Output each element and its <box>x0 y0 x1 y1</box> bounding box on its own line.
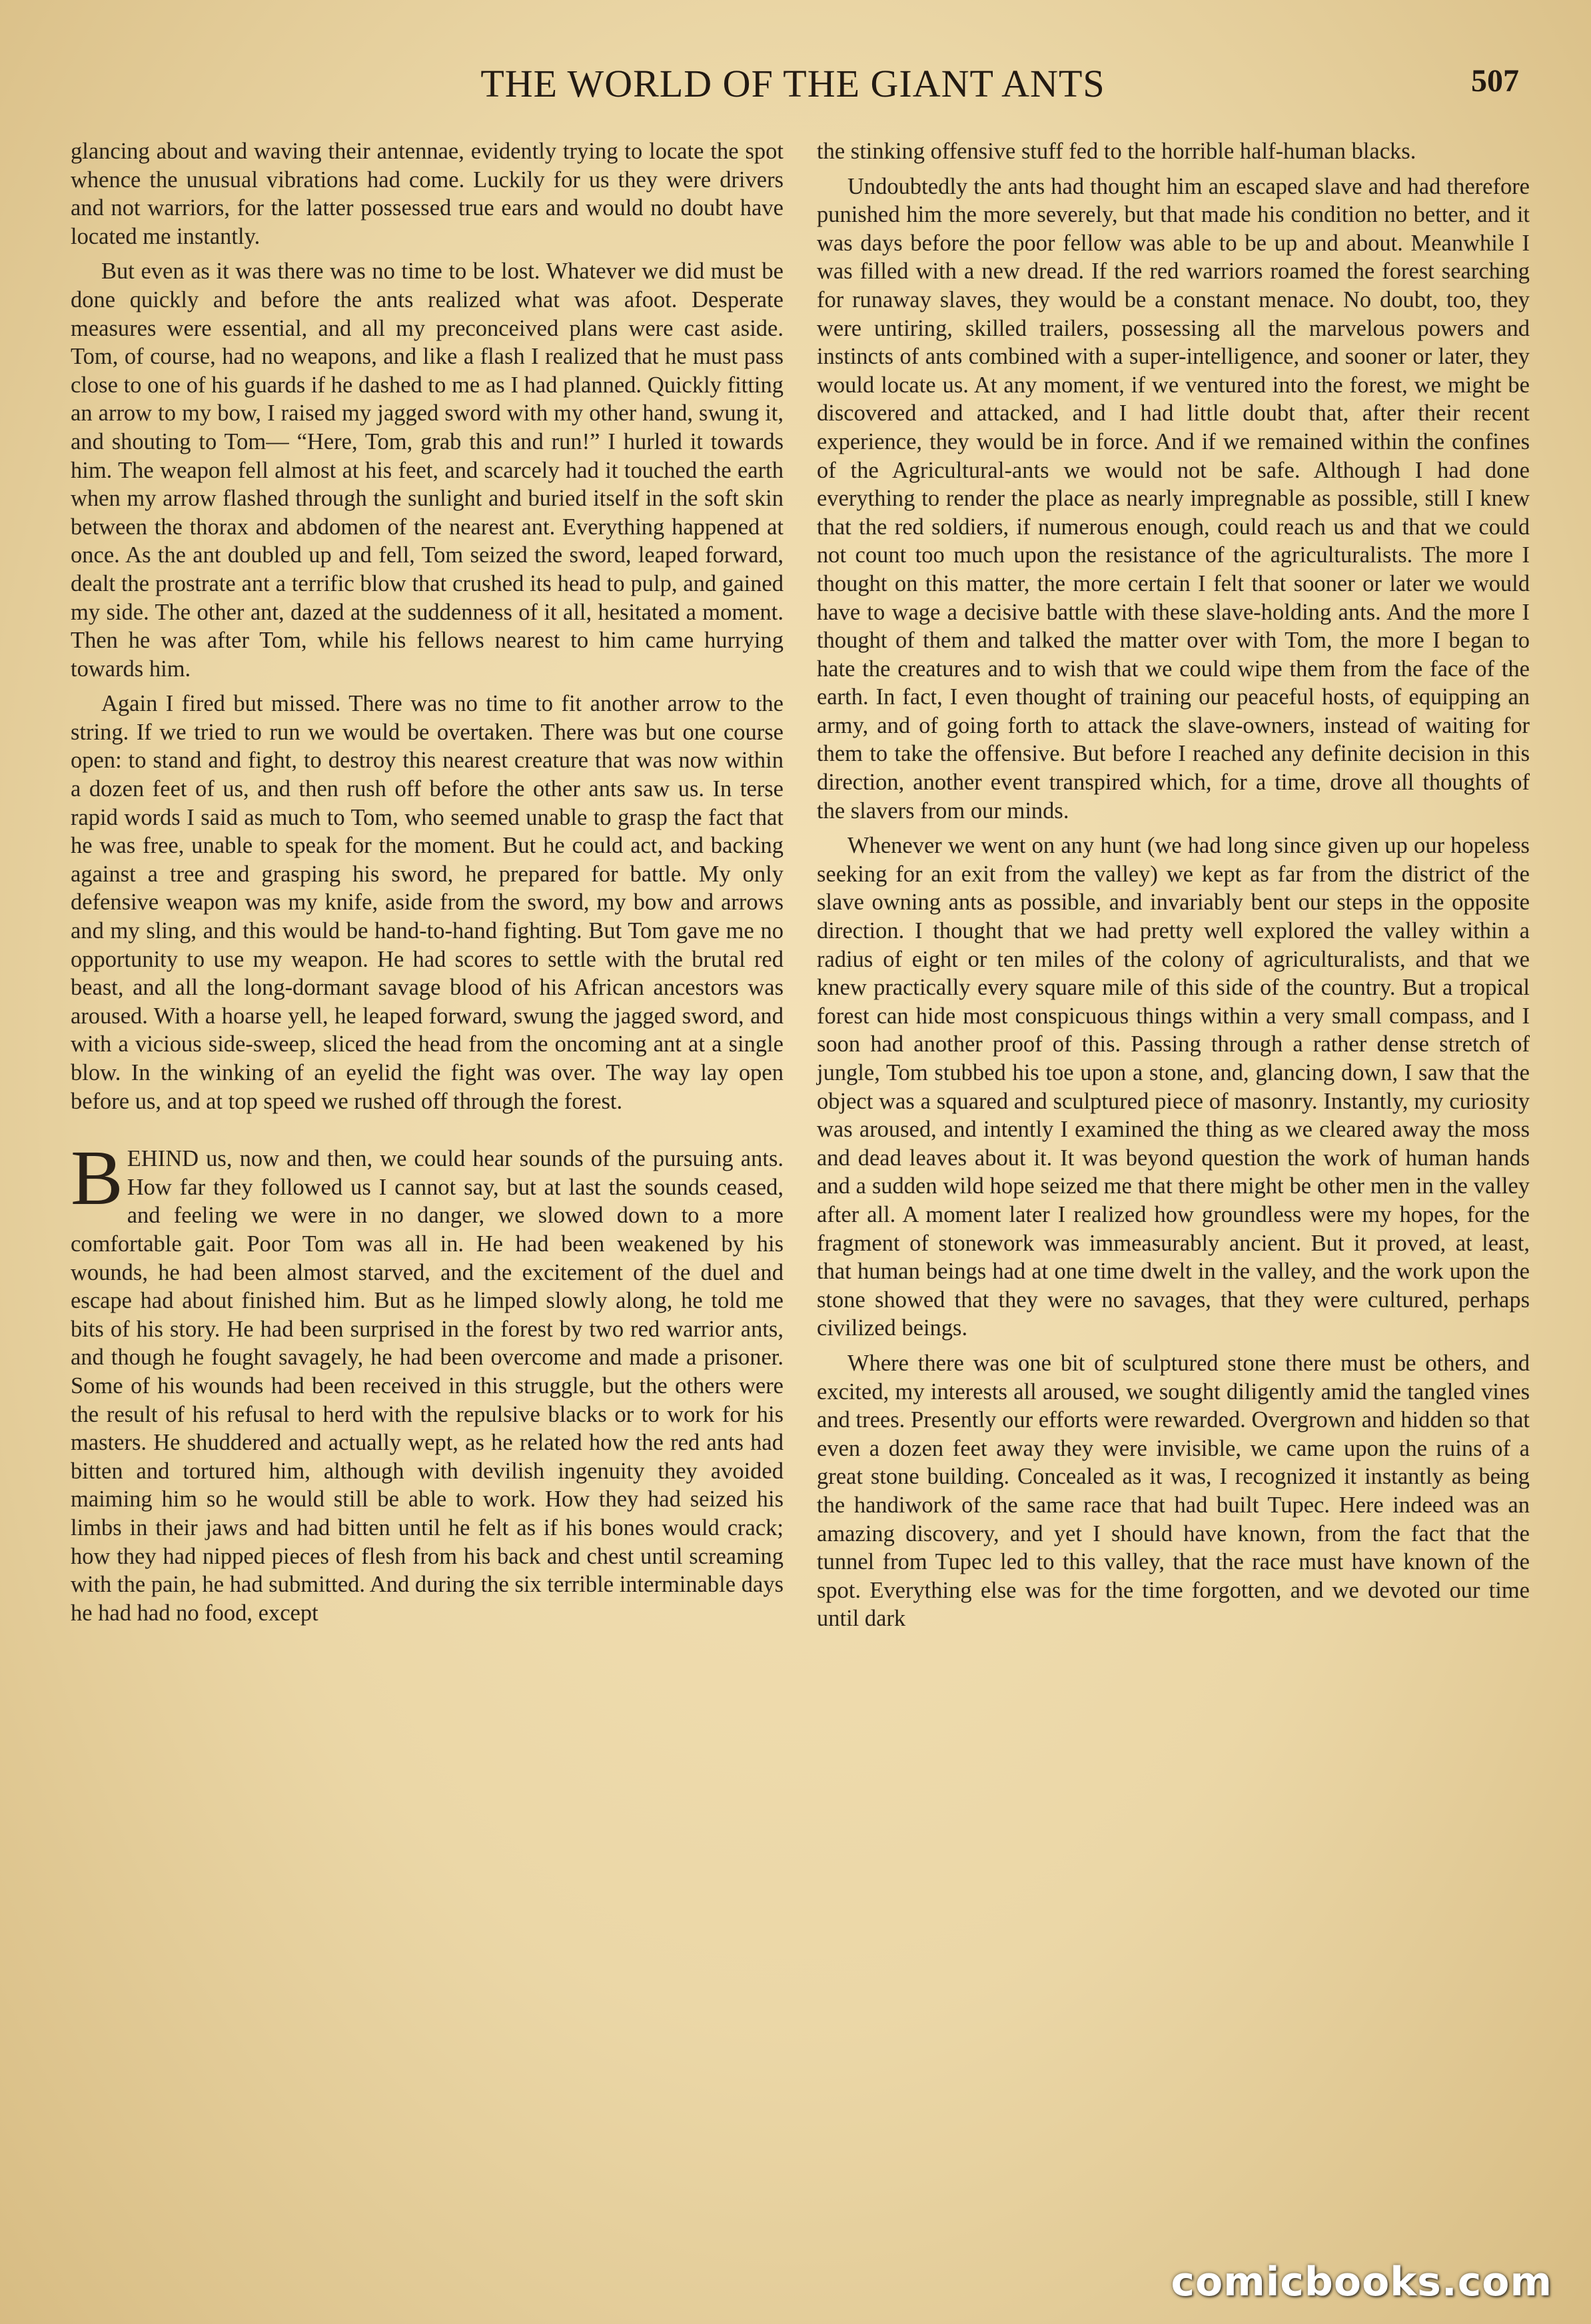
left-column <box>71 137 784 1634</box>
page-number: 507 <box>1471 63 1519 99</box>
page-header <box>67 61 1519 121</box>
paragraph: the stinking offensive stuff fed to the horrible half-human blacks. <box>817 139 1416 164</box>
paragraph: But even as it was there was no time to be lost. Whatever we did must be done quickly and before the ants realized what was afoot. Desperate measures were essential, and all my preconceived plans were cast aside. Tom, of course, had no weapons, and like a flash I realized that he must pass close to one of his guards if he dashed to me as I had planned. Quickly fitting an arrow to my bow, I raised my jagged sword with my other hand, swung it, and shouting to Tom— “Here, Tom, grab this and run!” I hurled it towards him. The weapon fell almost at his feet, and scarcely had it touched the earth when my arrow flashed through the sunlight and buried itself in the soft skin between the thorax and abdomen of the nearest ant. Everything happened at once. As the ant doubled up and fell, Tom seized the sword, leaped forward, dealt the prostrate ant a terrific blow that crushed its head to pulp, and gained my side. The other ant, dazed at the suddenness of it all, hesitated a moment. Then he was after Tom, while his fellows nearest to him came hurrying towards him. <box>71 259 784 682</box>
paragraph: Undoubtedly the ants had thought him an escaped slave and had therefore punished him the more severely, but that made his condition no better, and it was days before the poor fellow was able to be up and about. Meanwhile I was filled with a new dread. If the red warriors roamed the forest searching for runaway slaves, they would be a constant menace. No doubt, too, they were untiring, skilled trailers, possessing all the marvelous powers and instincts of ants combined with a super-intelligence, and sooner or later, they would locate us. At any moment, if we ventured into the forest, we might be discovered and attacked, and I had little doubt that, after their recent experience, they would be in force. And if we remained within the confines of the Agricultural-ants we would not be safe. Although I had done everything to render the place as nearly impregnable as possible, still I knew that the red soldiers, if numerous enough, could reach us and that we could not count too much upon the resistance of the agriculturalists. The more I thought on this matter, the more certain I felt that sooner or later we would have to wage a decisive battle with these slave-holding ants. And the more I thought of them and talked the matter over with Tom, the more I began to hate the creatures and to wish that we could wipe them from the face of the earth. In fact, I even thought of training our peaceful hosts, of equipping an army, and of going forth to attack the slave-owners, instead of waiting for them to take the offensive. But before I reached any definite decision in this direction, another event transpired which, for a time, drove all thoughts of the slavers from our minds. <box>817 173 1530 824</box>
site-watermark: comicbooks.com <box>1171 2259 1552 2305</box>
paragraph-text: EHIND us, now and then, we could hear sounds of the pursuing ants. How far they followed us I cannot say, but at last the sounds ceased, and feeling we were in no danger, we slowed down to a more comfortable gait. Poor Tom was all in. He had been weakened by his wounds, he had been almost starved, and the excitement of the duel and escape had about finished him. But as he limped slowly along, he told me bits of his story. He had been surprised in the forest by two red warrior ants, and though he fought savagely, he had been overcome and made a prisoner. Some of his wounds had been received in this struggle, but the others were the result of his refusal to herd with the repulsive blacks or to work for his masters. He shuddered and actually wept, as he related how the red ants had bitten and tortured him, although with devilish ingenuity they avoided maiming him so he would still be able to work. How they had seized his limbs in their jaws and had bitten until he felt as if his bones would crack; how they had nipped pieces of flesh from his back and chest until screaming with the pain, he had submitted. And during the six terrible interminable days he had had no food, except <box>71 1146 784 1626</box>
paragraph: glancing about and waving their antennae, evidently trying to locate the spot whence the unusual vibrations had come. Luckily for us they were drivers and not warriors, for the latter possessed true ears and would no doubt have located me instantly. <box>71 139 784 249</box>
paragraph: Whenever we went on any hunt (we had long since given up our hopeless seeking for an exit from the valley) we kept as far from the district of the slave owning ants as possible, and invariably bent our steps in the opposite direction. I thought that we had pretty well explored the valley within a radius of eight or ten miles of the colony of agriculturalists, and that we knew practically every square mile of this side of the country. But a tropical forest can hide most conspicuous things within a very small compass, and I soon had another proof of this. Passing through a rather dense stretch of jungle, Tom stubbed his toe upon a stone, and, glancing down, I saw that the object was a squared and sculptured piece of masonry. Instantly, my curiosity was aroused, and intently I examined the thing as we cleared away the moss and dead leaves about it. It was beyond question the work of human hands and a sudden wild hope seized me that there might be other men in the valley after all. A moment later I realized how groundless were my hopes, for the fragment of stonework was immeasurably ancient. But it proved, at least, that human beings had at one time dwelt in the valley, and the work upon the stone showed that they were no savages, that they were cultured, perhaps civilized beings. <box>817 833 1530 1341</box>
paragraph: Where there was one bit of sculptured stone there must be others, and excited, my interests all aroused, we sought diligently amid the tangled vines and trees. Presently our efforts were rewarded. Overgrown and hidden so that even a dozen feet away they were invisible, we came upon the ruins of a great stone building. Concealed as it was, I recognized it instantly as being the handiwork of the same race that had built Tupec. Here indeed was an amazing discovery, and yet I should have known, from the fact that the tunnel from Tupec led to this valley, that the race must have known of the spot. Everything else was for the time forgotten, and we devoted our time until dark <box>817 1350 1530 1632</box>
drop-cap: B <box>71 1134 123 1222</box>
right-column <box>817 137 1530 1640</box>
section-opening-paragraph <box>71 1134 784 1627</box>
paragraph: Again I fired but missed. There was no time to fit another arrow to the string. If we tried to run we would be overtaken. There was but one course open: to stand and fight, to destroy this nearest creature that was now within a dozen feet of us, and then rush off before the other ants saw us. In terse rapid words I said as much to Tom, who seemed unable to grasp the fact that he was free, unable to speak for the moment. But he could act, and backing against a tree and grasping his sword, he prepared for battle. My only defensive weapon was my knife, aside from the sword, my bow and arrows and my sling, and this would be hand-to-hand fighting. But Tom gave me no opportunity to use my weapon. He had scores to settle with the brutal red beast, and all the long-dormant savage blood of his African ancestors was aroused. With a hoarse yell, he leaped forward, swung the jagged sword, and with a vicious side-sweep, sliced the head from the oncoming ant at a single blow. In the winking of an eyelid the fight was over. The way lay open before us, and at top speed we rushed off through the forest. <box>71 691 784 1114</box>
running-title: THE WORLD OF THE GIANT ANTS <box>480 62 1105 105</box>
